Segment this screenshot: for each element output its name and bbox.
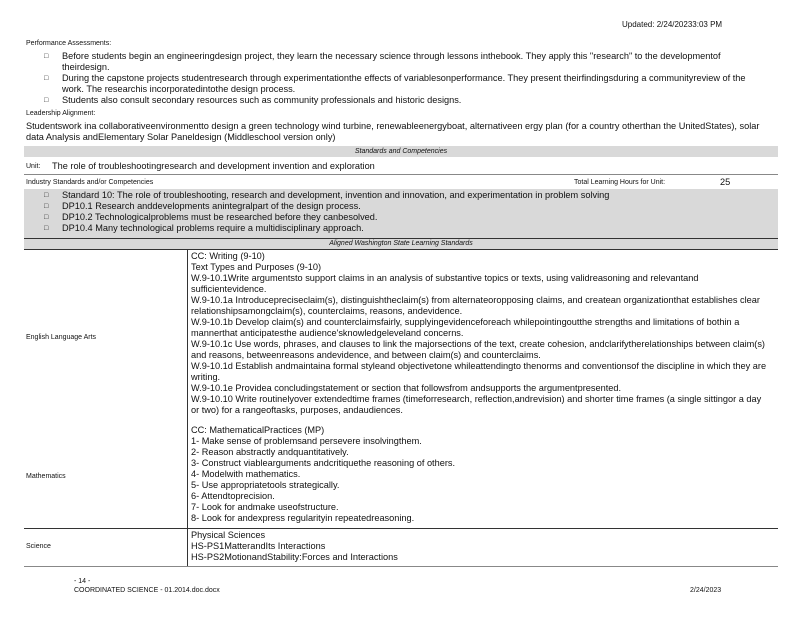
dp-bullet: □ DP10.4 Many technological problems require a multidisciplinary approach.	[26, 223, 766, 234]
updated-timestamp: Updated: 2/24/20233:03 PM	[622, 20, 723, 29]
ela-line: Text Types and Purposes (9-10)	[191, 262, 322, 272]
hours-label: Total Learning Hours for Unit:	[574, 179, 666, 186]
ela-line: W.9-10.1c Use words, phrases, and clauses to link the majorsections of the text, create cohesion, andclarifytherelationships between claim(s) and reasons, betweenreasons andevidence, and between claim(s) and counterclaims.	[191, 339, 765, 360]
standards-bar-label: Standards and Competencies	[354, 148, 448, 155]
math-line: 2- Reason abstractly andquantitatively.	[191, 447, 349, 457]
ela-line: W.9-10.1b Develop claim(s) and counterclaimsfairly, supplyingevidenceforeach whilepointingoutthe strengths and limitations of bothin a mannerthat anticipatesthe audience'sknowledgeleveland concerns.	[191, 317, 740, 338]
divider	[24, 566, 778, 567]
industry-label: Industry Standards and/or Competencies	[26, 179, 154, 186]
math-line: 1- Make sense of problemsand persevere insolvingthem.	[191, 436, 422, 446]
science-line: Physical Sciences	[191, 530, 266, 540]
dp-bullet: □ DP10.2 Technologicalproblems must be researched before they canbesolved.	[26, 212, 766, 223]
performance-bullet: □ During the capstone projects studentresearch through experimentationthe effects of variablesonperformance. They present theirfindingsduring a communityreview of the work. The researchis incorporatedintothe design process.	[26, 73, 766, 95]
leadership-text: Studentswork ina collaborativeenvironmentto design a green technology wind turbine, renewableenergyboat, alternativeen ergy plan (for a country otherthan the UnitedStates), solar data Analysis andElementary Solar Paneldesign (Middleschool version only)	[26, 121, 760, 142]
ela-line: W.9-10.10 Write routinelyover extendedtime frames (timeforresearch, reflection,andrevision) and shorter time frames (a single sittingor a day or two) for a rangeoftasks, purposes, andaudiences.	[191, 394, 762, 415]
ela-line: W.9-10.1Write argumentsto support claims in an analysis of substantive topics or texts, using validreasoning and relevantand sufficientevidence.	[191, 273, 699, 294]
divider	[24, 249, 778, 250]
page-number: - 14 -	[74, 578, 91, 585]
math-line: 5- Use appropriatetools strategically.	[191, 480, 340, 490]
math-line: 6- Attendtoprecision.	[191, 491, 275, 501]
science-label: Science	[26, 543, 51, 550]
aligned-bar	[24, 239, 778, 249]
column-divider	[187, 250, 188, 566]
unit-label: Unit:	[26, 163, 41, 170]
document-name: COORDINATED SCIENCE - 01.2014.doc.docx	[74, 587, 220, 594]
math-line: 7- Look for andmake useofstructure.	[191, 502, 339, 512]
math-line: 4- Modelwith mathematics.	[191, 469, 301, 479]
footer-date: 2/24/2023	[690, 587, 722, 594]
math-line: CC: MathematicalPractices (MP)	[191, 425, 325, 435]
divider	[24, 528, 778, 529]
science-line: HS-PS1MatterandIts Interactions	[191, 541, 326, 551]
ela-line: CC: Writing (9-10)	[191, 251, 265, 261]
leadership-label: Leadership Alignment:	[26, 110, 96, 117]
hours-value: 25	[720, 177, 731, 187]
ela-standards	[191, 251, 771, 416]
science-line: HS-PS2MotionandStability:Forces and Interactions	[191, 552, 398, 562]
ela-line: W.9-10.1d Establish andmaintaina formal styleand objectivetone whileattendingto thenorms and conventionsof the discipline in which they are writing.	[191, 361, 767, 382]
ela-label: English Language Arts	[26, 334, 97, 341]
math-line: 3- Construct viablearguments andcritiquethe reasoning of others.	[191, 458, 456, 468]
performance-label: Performance Assessments:	[26, 40, 112, 47]
ela-line: W.9-10.1a Introducepreciseclaim(s), distinguishtheclaim(s) from alternateoropposing claims, and createan organizationthat establishes clear relationshipsamongclaim(s), counterclaims, reasons, andevidence.	[191, 295, 760, 316]
math-standards	[191, 425, 771, 524]
math-label: Mathematics	[26, 473, 66, 480]
performance-bullet: □ Students also consult secondary resources such as community professionals and historic designs.	[26, 95, 766, 106]
dp-bullet: □ Standard 10: The role of troubleshooting, research and development, invention and innovation, and experimentation in problem solving	[26, 190, 766, 201]
ela-line: W.9-10.1e Providea concludingstatement or section that followsfrom andsupports the argumentpresented.	[191, 383, 622, 393]
standards-bar	[24, 146, 778, 157]
unit-text: The role of troubleshootingresearch and development invention and exploration	[52, 161, 375, 171]
aligned-bar-label: Aligned Washington State Learning Standards	[329, 240, 473, 247]
math-line: 8- Look for andexpress regularityin repeatedreasoning.	[191, 513, 415, 523]
divider	[24, 174, 778, 175]
dp-list	[26, 190, 766, 234]
dp-bullet: □ DP10.1 Research anddevelopments anintegralpart of the design process.	[26, 201, 766, 212]
performance-bullet: □ Before students begin an engineeringdesign project, they learn the necessary science through lessons inthebook. They apply this "research" to the developmentof theirdesign.	[26, 51, 766, 73]
science-standards	[191, 530, 771, 563]
performance-list	[26, 51, 766, 106]
